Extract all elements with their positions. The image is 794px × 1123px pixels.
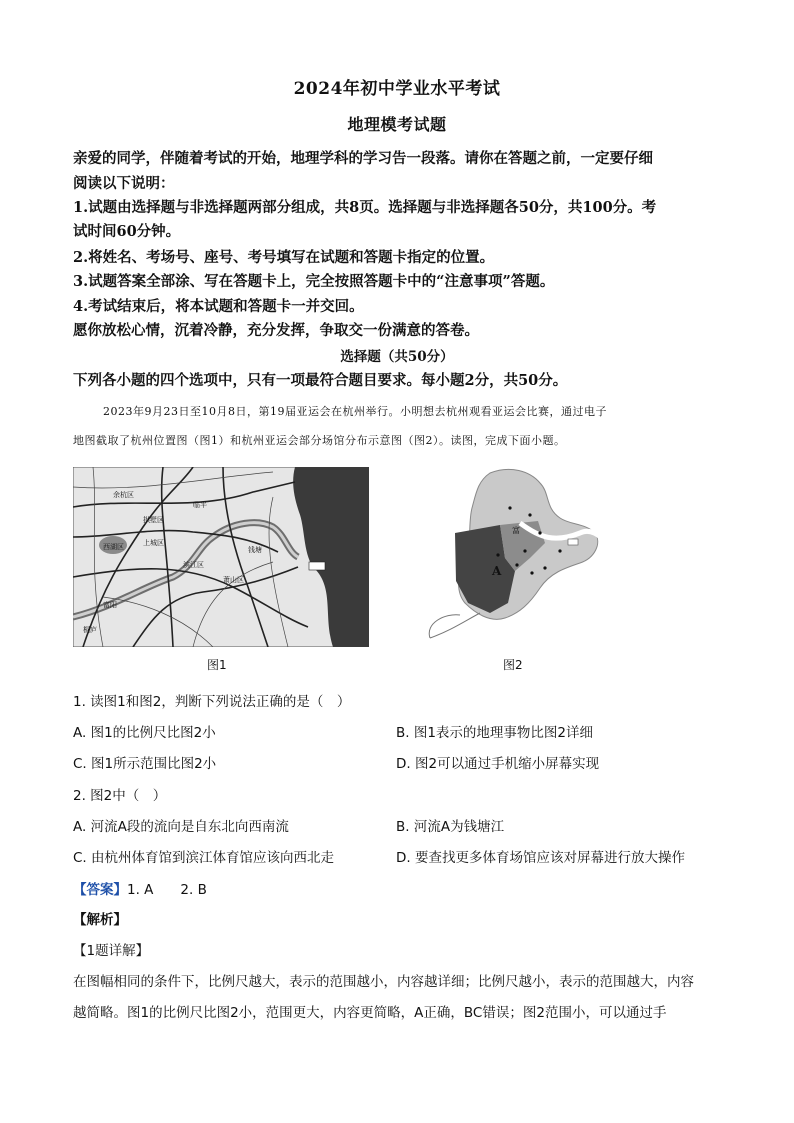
question-1-option-d: D. 图2可以通过手机缩小屏幕实现 bbox=[396, 756, 600, 772]
question-2-option-c: C. 由杭州体育馆到滨江体育馆应该向西北走 bbox=[73, 850, 335, 866]
exam-subtitle: 地理模考试题 bbox=[347, 115, 447, 134]
answer-line bbox=[73, 878, 207, 898]
map1-label-qiantang: 钱塘 bbox=[248, 546, 262, 554]
analysis-line-2: 越简略。图1的比例尺比图2小，范围更大，内容更简略，A正确，BC错误；图2范围小，可以通过手 bbox=[73, 1005, 667, 1021]
question-2-option-b: B. 河流A为钱塘江 bbox=[396, 819, 505, 835]
intro-line-1: 亲爱的同学，伴随着考试的开始，地理学科的学习告一段落。请你在答题之前，一定要仔细 bbox=[73, 150, 653, 167]
instruction-4: 4.考试结束后，将本试题和答题卡一并交回。 bbox=[73, 298, 364, 315]
map1-label-fuyang: 富阳 bbox=[103, 601, 117, 609]
analysis-tag: 【解析】 bbox=[73, 912, 127, 928]
passage-line-2: 地图截取了杭州位置图（图1）和杭州亚运会部分场馆分布示意图（图2）。读图，完成下面小题。 bbox=[73, 434, 566, 447]
figure-2-caption: 图2 bbox=[503, 658, 523, 672]
instruction-3: 3.试题答案全部涂、写在答题卡上，完全按照答题卡中的“注意事项”答题。 bbox=[73, 273, 555, 290]
map1-label-gongshu: 拱墅区 bbox=[143, 516, 164, 524]
question-2-stem: 2. 图2中（ ） bbox=[73, 788, 167, 804]
exam-title: 2024年初中学业水平考试 bbox=[293, 79, 501, 99]
passage-line-1: 2023年9月23日至10月8日，第19届亚运会在杭州举行。小明想去杭州观看亚运会比赛，通过电子 bbox=[103, 405, 607, 418]
map1-label-yuhang: 余杭区 bbox=[113, 491, 134, 499]
instruction-2: 2.将姓名、考场号、座号、考号填写在试题和答题卡指定的位置。 bbox=[73, 249, 495, 266]
map1-label-xiaoshan: 萧山区 bbox=[223, 576, 244, 584]
map2-label-fu: 富 bbox=[512, 526, 520, 535]
map1-label-binjiang: 滨江区 bbox=[183, 561, 204, 569]
instruction-1a: 1.试题由选择题与非选择题两部分组成，共8页。选择题与非选择题各50分，共100分。考 bbox=[73, 199, 657, 216]
question-2-option-a: A. 河流A段的流向是自东北向西南流 bbox=[73, 819, 289, 835]
figure-1-caption: 图1 bbox=[207, 658, 227, 672]
question-1-option-b: B. 图1表示的地理事物比图2详细 bbox=[396, 725, 594, 741]
intro-line-2: 阅读以下说明： bbox=[73, 175, 175, 192]
answer-text: 1. A 2. B bbox=[127, 882, 207, 898]
question-2-option-d: D. 要查找更多体育场馆应该对屏幕进行放大操作 bbox=[396, 850, 685, 866]
detail-1-tag: 【1题详解】 bbox=[73, 943, 150, 959]
question-1-option-c: C. 图1所示范围比图2小 bbox=[73, 756, 217, 772]
question-1-option-a: A. 图1的比例尺比图2小 bbox=[73, 725, 216, 741]
figure-2-venue-map bbox=[420, 463, 606, 643]
figure-1-location-map bbox=[73, 467, 369, 647]
map2-label-a: A bbox=[492, 564, 502, 578]
map1-label-xihu: 西湖区 bbox=[103, 543, 124, 551]
wish-line: 愿你放松心情，沉着冷静，充分发挥，争取交一份满意的答卷。 bbox=[73, 322, 479, 339]
map1-label-tonglu: 桐庐 bbox=[83, 626, 97, 634]
section-heading: 选择题（共50分） bbox=[340, 349, 454, 365]
question-1-stem: 1. 读图1和图2，判断下列说法正确的是（ ） bbox=[73, 694, 351, 710]
answer-tag: 【答案】 bbox=[73, 882, 127, 898]
instruction-1b: 试时间60分钟。 bbox=[73, 223, 181, 240]
map1-label-shangcheng: 上城区 bbox=[143, 539, 164, 547]
analysis-line-1: 在图幅相同的条件下，比例尺越大，表示的范围越小，内容越详细；比例尺越小，表示的范围越大，内容 bbox=[73, 974, 694, 990]
section-directions: 下列各小题的四个选项中，只有一项最符合题目要求。每小题2分，共50分。 bbox=[73, 372, 568, 389]
map1-label-linping: 临平 bbox=[193, 501, 207, 509]
